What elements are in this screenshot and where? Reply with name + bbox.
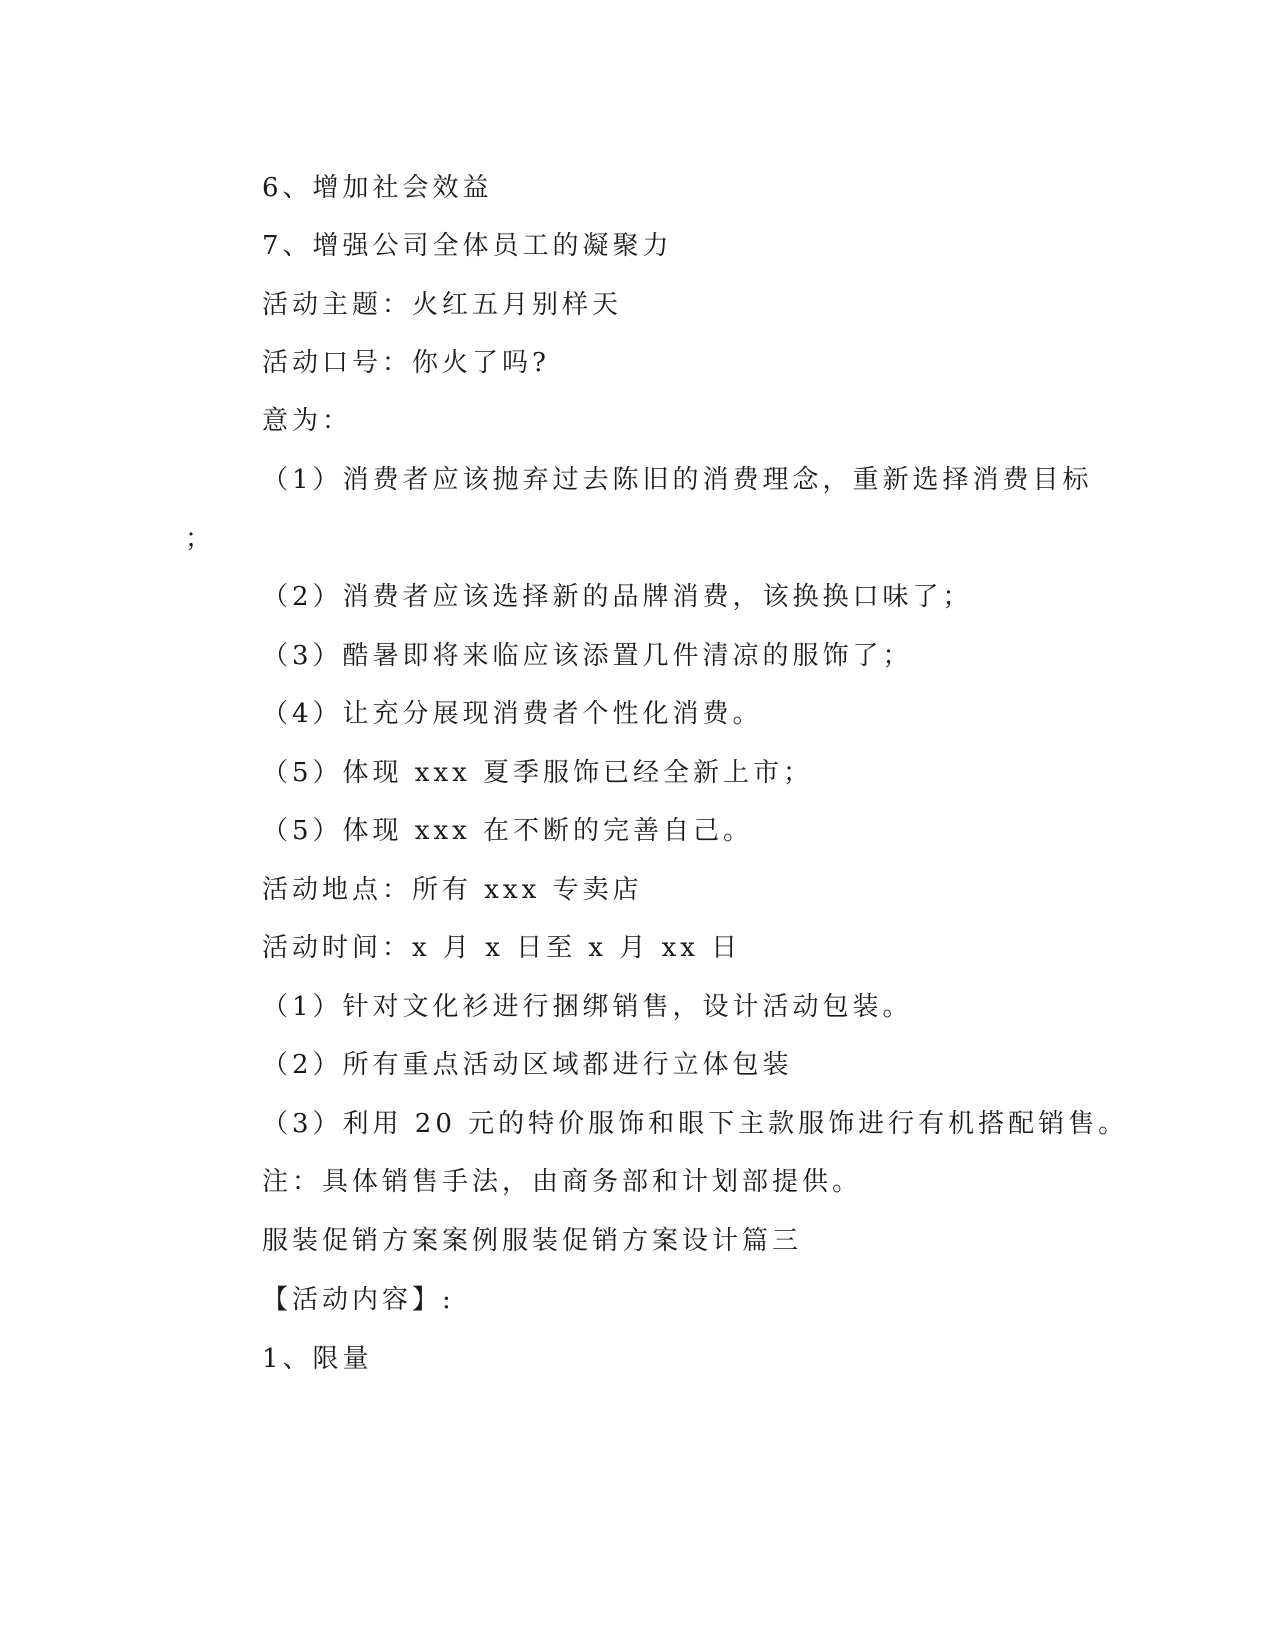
content-item-1: 1、限量 [262, 1344, 373, 1374]
list-item-7: 7、增强公司全体员工的凝聚力 [262, 231, 673, 261]
meaning-item-4: （4）让充分展现消费者个性化消费。 [262, 699, 763, 729]
section-title: 服装促销方案案例服装促销方案设计篇三 [262, 1226, 803, 1256]
meaning-item-5a: （5）体现 xxx 夏季服饰已经全新上市； [262, 758, 814, 788]
meaning-item-2: （2）消费者应该选择新的品牌消费，该换换口味了； [262, 582, 973, 612]
meaning-label: 意为： [262, 406, 353, 436]
method-item-2: （2）所有重点活动区域都进行立体包装 [262, 1050, 793, 1080]
meaning-item-5b: （5）体现 xxx 在不断的完善自己。 [262, 816, 754, 846]
activity-location: 活动地点：所有 xxx 专卖店 [262, 875, 643, 905]
meaning-item-3: （3）酷暑即将来临应该添置几件清凉的服饰了； [262, 641, 913, 671]
activity-content-heading: 【活动内容】: [262, 1285, 455, 1315]
method-item-1: （1）针对文化衫进行捆绑销售，设计活动包装。 [262, 992, 913, 1022]
activity-slogan: 活动口号：你火了吗? [262, 348, 550, 378]
list-item-6: 6、增加社会效益 [262, 173, 493, 203]
activity-theme: 活动主题：火红五月别样天 [262, 290, 623, 320]
method-item-3: （3）利用 20 元的特价服饰和眼下主款服饰进行有机搭配销售。 [262, 1109, 1129, 1139]
activity-time: 活动时间：x 月 x 日至 x 月 xx 日 [262, 933, 742, 963]
meaning-item-1-wrap: ； [185, 524, 216, 554]
note-text: 注：具体销售手法，由商务部和计划部提供。 [262, 1167, 863, 1197]
meaning-item-1: （1）消费者应该抛弃过去陈旧的消费理念，重新选择消费目标 [262, 465, 1093, 495]
